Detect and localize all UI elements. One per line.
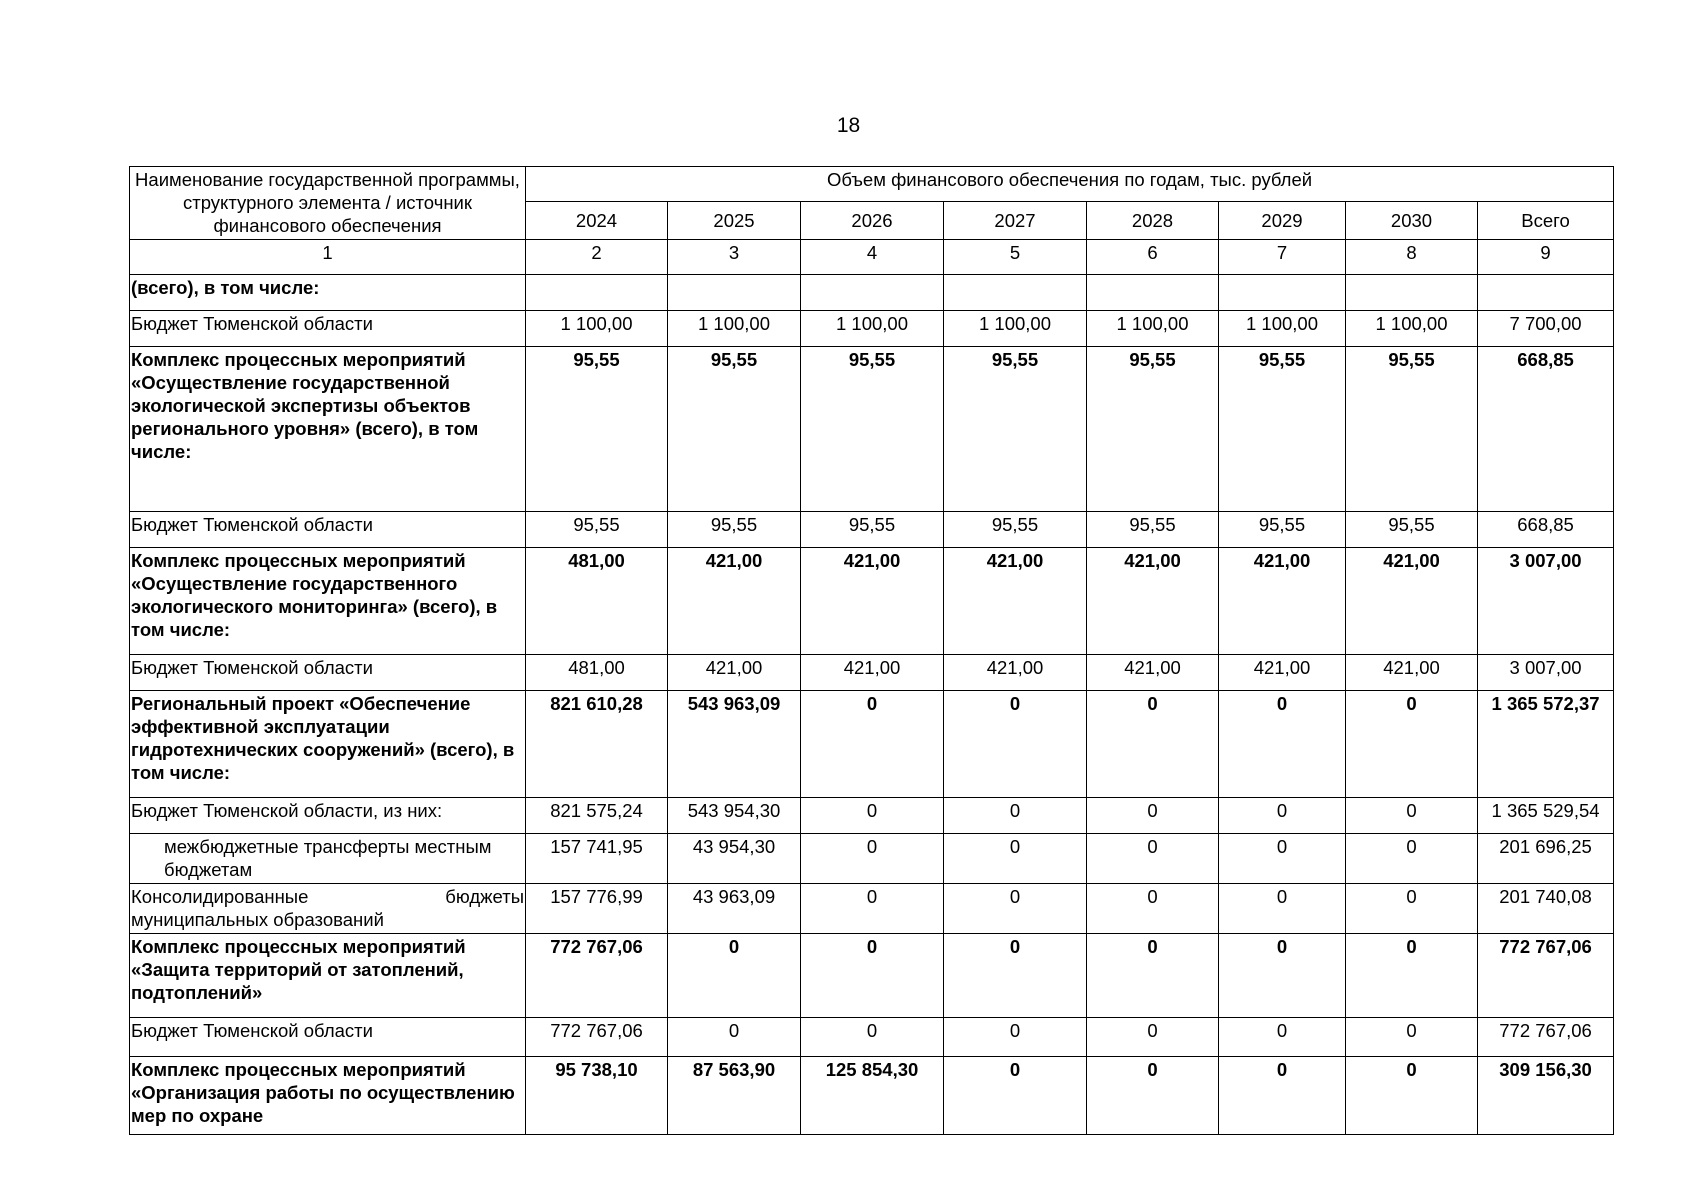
row-value-2029: 0 bbox=[1219, 834, 1346, 884]
row-value-2030: 95,55 bbox=[1346, 347, 1478, 512]
row-value-2030: 0 bbox=[1346, 934, 1478, 1018]
row-value-2028 bbox=[1087, 275, 1219, 311]
row-value-2030: 0 bbox=[1346, 884, 1478, 934]
row-name: Региональный проект «Обеспечение эффективной эксплуатации гидротехнических сооружений» (всего), в том числе: bbox=[130, 691, 526, 798]
row-value-2027: 0 bbox=[944, 884, 1087, 934]
header-name-column: Наименование государственной программы, структурного элемента / источник финансового обеспечения bbox=[130, 167, 526, 240]
row-value-2027: 95,55 bbox=[944, 512, 1087, 548]
row-value-total: 668,85 bbox=[1478, 347, 1614, 512]
row-name: Комплекс процессных мероприятий «Осуществление государственной экологической экспертизы объектов регионального уровня» (всего), в том числе: bbox=[130, 347, 526, 512]
row-value-2027 bbox=[944, 275, 1087, 311]
row-value-2029: 1 100,00 bbox=[1219, 311, 1346, 347]
row-value-2025: 543 963,09 bbox=[668, 691, 801, 798]
row-value-2025: 43 954,30 bbox=[668, 834, 801, 884]
column-number-4: 5 bbox=[944, 240, 1087, 275]
table-row bbox=[130, 834, 1614, 884]
row-value-2030: 421,00 bbox=[1346, 548, 1478, 655]
row-value-total: 772 767,06 bbox=[1478, 1018, 1614, 1057]
row-value-2027: 0 bbox=[944, 1018, 1087, 1057]
row-name: Бюджет Тюменской области bbox=[130, 1018, 526, 1057]
row-value-2026: 0 bbox=[801, 934, 944, 1018]
row-name: межбюджетные трансферты местным бюджетам bbox=[130, 834, 526, 884]
row-value-2026: 95,55 bbox=[801, 512, 944, 548]
row-value-total: 1 365 529,54 bbox=[1478, 798, 1614, 834]
row-value-2030 bbox=[1346, 275, 1478, 311]
row-value-2026: 0 bbox=[801, 691, 944, 798]
row-value-2025: 87 563,90 bbox=[668, 1057, 801, 1135]
row-value-2024: 821 575,24 bbox=[526, 798, 668, 834]
row-value-2025: 0 bbox=[668, 934, 801, 1018]
row-value-2029: 95,55 bbox=[1219, 512, 1346, 548]
header-year-7: Всего bbox=[1478, 202, 1614, 240]
row-value-2026: 0 bbox=[801, 834, 944, 884]
row-value-2027: 95,55 bbox=[944, 347, 1087, 512]
column-number-0: 1 bbox=[130, 240, 526, 275]
row-value-2029: 0 bbox=[1219, 934, 1346, 1018]
row-value-2027: 421,00 bbox=[944, 548, 1087, 655]
row-value-total: 201 740,08 bbox=[1478, 884, 1614, 934]
row-name: (всего), в том числе: bbox=[130, 275, 526, 311]
table-row bbox=[130, 798, 1614, 834]
row-value-2029: 0 bbox=[1219, 1057, 1346, 1135]
row-value-2029: 0 bbox=[1219, 884, 1346, 934]
column-number-7: 8 bbox=[1346, 240, 1478, 275]
row-value-2028: 0 bbox=[1087, 691, 1219, 798]
row-value-total: 3 007,00 bbox=[1478, 655, 1614, 691]
row-value-2030: 421,00 bbox=[1346, 655, 1478, 691]
column-number-2: 3 bbox=[668, 240, 801, 275]
row-value-2026: 421,00 bbox=[801, 548, 944, 655]
row-value-2026: 95,55 bbox=[801, 347, 944, 512]
row-value-2025: 1 100,00 bbox=[668, 311, 801, 347]
row-value-2030: 0 bbox=[1346, 1018, 1478, 1057]
row-value-2030: 0 bbox=[1346, 691, 1478, 798]
column-number-8: 9 bbox=[1478, 240, 1614, 275]
header-year-4: 2028 bbox=[1087, 202, 1219, 240]
financing-table bbox=[129, 166, 1614, 1135]
row-value-2028: 421,00 bbox=[1087, 548, 1219, 655]
row-value-2025: 543 954,30 bbox=[668, 798, 801, 834]
row-value-2030: 1 100,00 bbox=[1346, 311, 1478, 347]
row-value-total: 309 156,30 bbox=[1478, 1057, 1614, 1135]
row-value-2030: 0 bbox=[1346, 834, 1478, 884]
row-value-2028: 0 bbox=[1087, 1057, 1219, 1135]
column-number-3: 4 bbox=[801, 240, 944, 275]
column-number-1: 2 bbox=[526, 240, 668, 275]
row-value-2024: 481,00 bbox=[526, 655, 668, 691]
row-value-2026: 421,00 bbox=[801, 655, 944, 691]
header-year-1: 2025 bbox=[668, 202, 801, 240]
row-value-2030: 0 bbox=[1346, 1057, 1478, 1135]
row-value-2029: 0 bbox=[1219, 1018, 1346, 1057]
header-funding-group: Объем финансового обеспечения по годам, тыс. рублей bbox=[526, 167, 1614, 202]
row-value-2024: 157 741,95 bbox=[526, 834, 668, 884]
row-value-2028: 0 bbox=[1087, 934, 1219, 1018]
row-value-2026: 125 854,30 bbox=[801, 1057, 944, 1135]
header-year-0: 2024 bbox=[526, 202, 668, 240]
row-value-2025: 0 bbox=[668, 1018, 801, 1057]
row-value-2024: 157 776,99 bbox=[526, 884, 668, 934]
row-value-total: 1 365 572,37 bbox=[1478, 691, 1614, 798]
row-value-2025: 421,00 bbox=[668, 548, 801, 655]
row-value-2027: 421,00 bbox=[944, 655, 1087, 691]
header-year-6: 2030 bbox=[1346, 202, 1478, 240]
row-value-2024: 95,55 bbox=[526, 347, 668, 512]
table-row bbox=[130, 548, 1614, 655]
row-value-2030: 95,55 bbox=[1346, 512, 1478, 548]
row-value-2026: 1 100,00 bbox=[801, 311, 944, 347]
row-value-2024: 95 738,10 bbox=[526, 1057, 668, 1135]
row-value-2025: 421,00 bbox=[668, 655, 801, 691]
row-value-2025: 43 963,09 bbox=[668, 884, 801, 934]
row-value-2028: 0 bbox=[1087, 798, 1219, 834]
row-name: Бюджет Тюменской области bbox=[130, 655, 526, 691]
row-value-2026: 0 bbox=[801, 884, 944, 934]
row-name: Комплекс процессных мероприятий «Осуществление государственного экологического мониторинга» (всего), в том числе: bbox=[130, 548, 526, 655]
row-value-total: 201 696,25 bbox=[1478, 834, 1614, 884]
header-year-5: 2029 bbox=[1219, 202, 1346, 240]
row-name: Комплекс процессных мероприятий «Защита территорий от затоплений, подтоплений» bbox=[130, 934, 526, 1018]
row-value-2027: 0 bbox=[944, 834, 1087, 884]
table-row bbox=[130, 275, 1614, 311]
row-name: Консолидированные бюджеты муниципальных образований bbox=[130, 884, 526, 934]
column-number-5: 6 bbox=[1087, 240, 1219, 275]
row-value-2029: 421,00 bbox=[1219, 548, 1346, 655]
row-value-2025 bbox=[668, 275, 801, 311]
row-value-2027: 0 bbox=[944, 934, 1087, 1018]
row-value-2028: 1 100,00 bbox=[1087, 311, 1219, 347]
row-value-total: 668,85 bbox=[1478, 512, 1614, 548]
row-value-2028: 0 bbox=[1087, 884, 1219, 934]
table-row bbox=[130, 1057, 1614, 1135]
row-value-2028: 95,55 bbox=[1087, 512, 1219, 548]
row-value-total: 772 767,06 bbox=[1478, 934, 1614, 1018]
row-value-2025: 95,55 bbox=[668, 347, 801, 512]
table-row bbox=[130, 512, 1614, 548]
table-row bbox=[130, 934, 1614, 1018]
table-row bbox=[130, 884, 1614, 934]
table-row bbox=[130, 691, 1614, 798]
row-value-2029: 421,00 bbox=[1219, 655, 1346, 691]
table-row bbox=[130, 311, 1614, 347]
page-number: 18 bbox=[836, 114, 861, 137]
row-value-2027: 1 100,00 bbox=[944, 311, 1087, 347]
row-value-2028: 95,55 bbox=[1087, 347, 1219, 512]
row-value-2029: 0 bbox=[1219, 798, 1346, 834]
row-value-2025: 95,55 bbox=[668, 512, 801, 548]
row-value-2027: 0 bbox=[944, 691, 1087, 798]
row-value-total bbox=[1478, 275, 1614, 311]
row-value-total: 3 007,00 bbox=[1478, 548, 1614, 655]
table-row bbox=[130, 1018, 1614, 1057]
row-value-2029: 0 bbox=[1219, 691, 1346, 798]
row-value-2024: 95,55 bbox=[526, 512, 668, 548]
row-value-2024: 772 767,06 bbox=[526, 934, 668, 1018]
row-value-2028: 0 bbox=[1087, 1018, 1219, 1057]
row-value-2026: 0 bbox=[801, 798, 944, 834]
row-value-2026: 0 bbox=[801, 1018, 944, 1057]
row-value-2028: 421,00 bbox=[1087, 655, 1219, 691]
row-value-2028: 0 bbox=[1087, 834, 1219, 884]
row-name: Бюджет Тюменской области bbox=[130, 311, 526, 347]
row-value-2024: 481,00 bbox=[526, 548, 668, 655]
row-value-2024: 821 610,28 bbox=[526, 691, 668, 798]
row-value-2024: 1 100,00 bbox=[526, 311, 668, 347]
row-value-total: 7 700,00 bbox=[1478, 311, 1614, 347]
row-value-2024 bbox=[526, 275, 668, 311]
row-value-2029 bbox=[1219, 275, 1346, 311]
table-row bbox=[130, 655, 1614, 691]
row-value-2027: 0 bbox=[944, 798, 1087, 834]
row-value-2024: 772 767,06 bbox=[526, 1018, 668, 1057]
row-value-2029: 95,55 bbox=[1219, 347, 1346, 512]
row-value-2026 bbox=[801, 275, 944, 311]
header-year-2: 2026 bbox=[801, 202, 944, 240]
header-year-3: 2027 bbox=[944, 202, 1087, 240]
table-row bbox=[130, 347, 1614, 512]
column-number-6: 7 bbox=[1219, 240, 1346, 275]
row-name: Бюджет Тюменской области bbox=[130, 512, 526, 548]
row-value-2027: 0 bbox=[944, 1057, 1087, 1135]
row-name: Комплекс процессных мероприятий «Организация работы по осуществлению мер по охране bbox=[130, 1057, 526, 1135]
row-value-2030: 0 bbox=[1346, 798, 1478, 834]
row-name: Бюджет Тюменской области, из них: bbox=[130, 798, 526, 834]
